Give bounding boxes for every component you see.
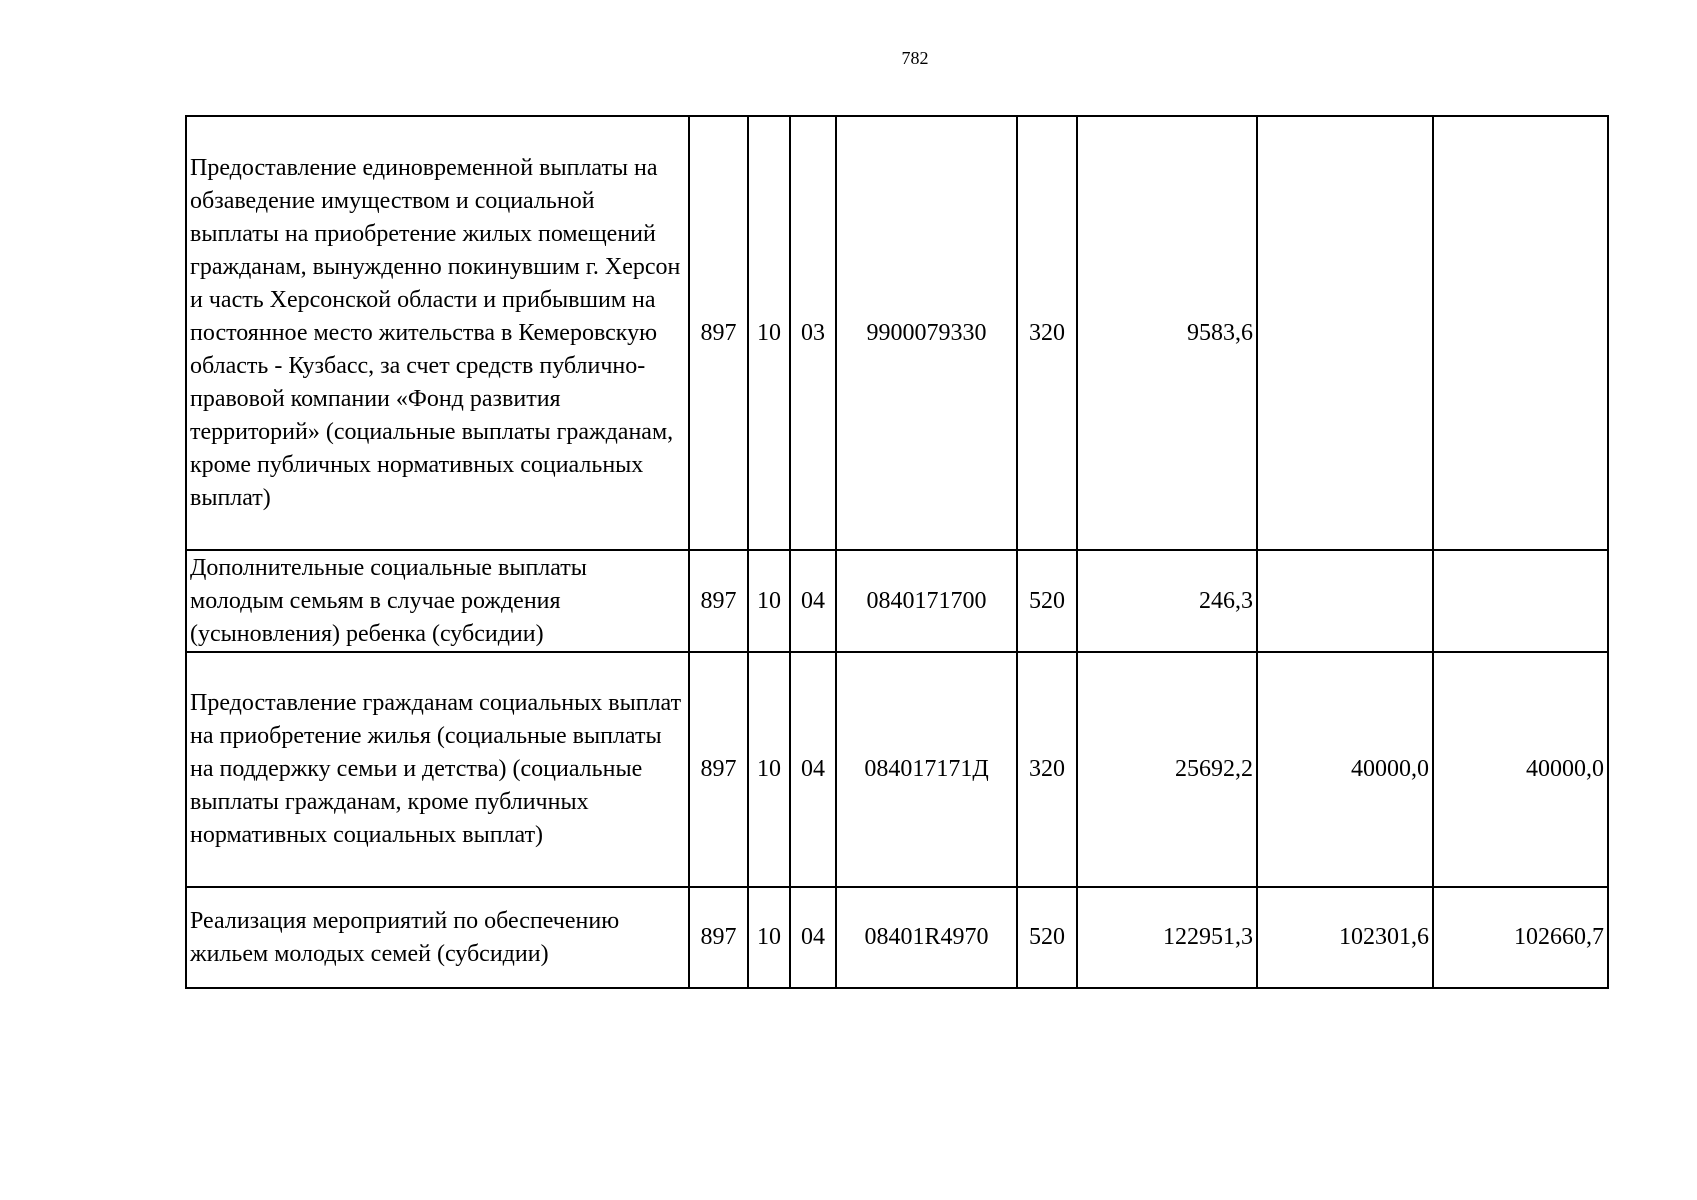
page-number: 782 <box>901 48 929 68</box>
section-code: 10 <box>748 887 790 988</box>
ministry-code: 897 <box>689 116 748 550</box>
subsection-code: 04 <box>790 652 836 887</box>
amount-1: 246,3 <box>1077 550 1257 652</box>
ministry-code: 897 <box>689 887 748 988</box>
amount-3 <box>1433 550 1608 652</box>
table-row <box>186 652 1608 887</box>
section-code: 10 <box>748 652 790 887</box>
section-code: 10 <box>748 550 790 652</box>
subsection-code: 04 <box>790 887 836 988</box>
ministry-code: 897 <box>689 652 748 887</box>
amount-1: 25692,2 <box>1077 652 1257 887</box>
expense-type-code: 320 <box>1017 116 1077 550</box>
amount-3 <box>1433 116 1608 550</box>
section-code: 10 <box>748 116 790 550</box>
table-row <box>186 116 1608 550</box>
expense-type-code: 520 <box>1017 550 1077 652</box>
target-article-code: 084017171Д <box>836 652 1017 887</box>
ministry-code: 897 <box>689 550 748 652</box>
amount-2: 40000,0 <box>1257 652 1433 887</box>
amount-3: 40000,0 <box>1433 652 1608 887</box>
amount-2 <box>1257 550 1433 652</box>
row-description: Предоставление единовременной выплаты на обзаведение имуществом и социальной выплаты на приобретение жилых помещений гражданам, вынужденно покинувшим г. Херсон и часть Херсонской области и прибывшим на постоянное место жительства в Кемеровскую область - Кузбасс, за счет средств публично-правовой компании «Фонд развития территорий» (социальные выплаты гражданам, кроме публичных нормативных социальных выплат) <box>186 116 689 550</box>
table-row <box>186 887 1608 988</box>
amount-1: 9583,6 <box>1077 116 1257 550</box>
row-description: Предоставление гражданам социальных выплат на приобретение жилья (социальные выплаты на поддержку семьи и детства) (социальные выплаты гражданам, кроме публичных нормативных социальных выплат) <box>186 652 689 887</box>
budget-table <box>185 115 1609 989</box>
row-description: Реализация мероприятий по обеспечению жильем молодых семей (субсидии) <box>186 887 689 988</box>
target-article-code: 0840171700 <box>836 550 1017 652</box>
amount-2: 102301,6 <box>1257 887 1433 988</box>
amount-3: 102660,7 <box>1433 887 1608 988</box>
subsection-code: 03 <box>790 116 836 550</box>
target-article-code: 08401R4970 <box>836 887 1017 988</box>
target-article-code: 9900079330 <box>836 116 1017 550</box>
expense-type-code: 520 <box>1017 887 1077 988</box>
amount-1: 122951,3 <box>1077 887 1257 988</box>
amount-2 <box>1257 116 1433 550</box>
table-row <box>186 550 1608 652</box>
row-description: Дополнительные социальные выплаты молодым семьям в случае рождения (усыновления) ребенка (субсидии) <box>186 550 689 652</box>
subsection-code: 04 <box>790 550 836 652</box>
expense-type-code: 320 <box>1017 652 1077 887</box>
